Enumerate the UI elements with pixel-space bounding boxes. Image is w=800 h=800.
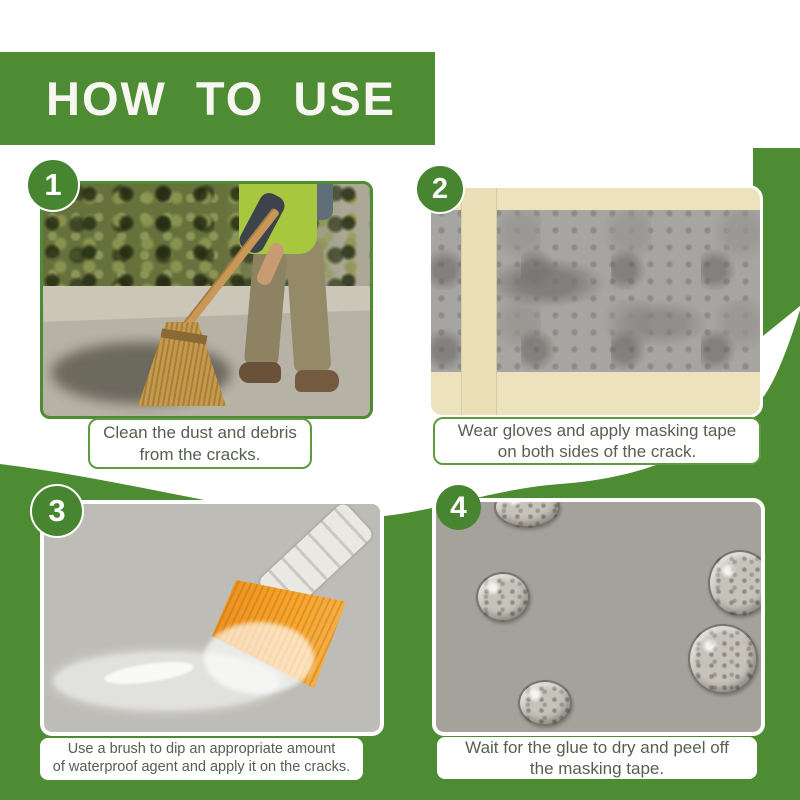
step-2-photo — [428, 185, 763, 418]
caption-line: Wear gloves and apply masking tape — [457, 420, 737, 440]
caption-line: from the cracks. — [139, 444, 261, 464]
step-4-number: 4 — [450, 490, 467, 524]
step-1-badge — [26, 158, 80, 212]
title-banner — [0, 52, 435, 145]
step-3-photo — [40, 500, 384, 736]
step-2-badge — [415, 164, 465, 214]
step-4-photo — [432, 498, 765, 736]
caption-line: of waterproof agent and apply it on the cracks. — [52, 759, 351, 775]
step-3-number: 3 — [48, 493, 66, 528]
masking-tape-strip — [461, 188, 497, 415]
caption-line: Wait for the glue to dry and peel off — [465, 737, 729, 757]
water-droplet — [518, 680, 572, 726]
page-title: HOW TO USE — [46, 72, 397, 125]
step-4-badge — [436, 485, 481, 530]
step-3-badge — [30, 484, 84, 538]
caption-line: Clean the dust and debris — [103, 423, 297, 443]
water-droplet — [688, 624, 758, 694]
caption-line: on both sides of the crack. — [497, 442, 697, 461]
step-2-caption — [433, 417, 761, 465]
step-4-caption — [437, 737, 757, 779]
water-droplet — [708, 550, 765, 616]
water-droplet — [494, 498, 560, 528]
step-1-number: 1 — [44, 167, 62, 202]
step-1-photo — [40, 181, 373, 419]
glue-on-brush-tip — [204, 622, 314, 694]
worker-boot — [239, 362, 281, 383]
caption-line: the masking tape. — [529, 759, 665, 778]
caption-line: Use a brush to dip an appropriate amount — [67, 741, 336, 758]
step-2-number: 2 — [431, 172, 449, 205]
water-droplet — [476, 572, 530, 622]
worker-boot — [295, 370, 339, 392]
step-3-caption — [40, 738, 363, 780]
step-1-caption — [88, 418, 312, 469]
